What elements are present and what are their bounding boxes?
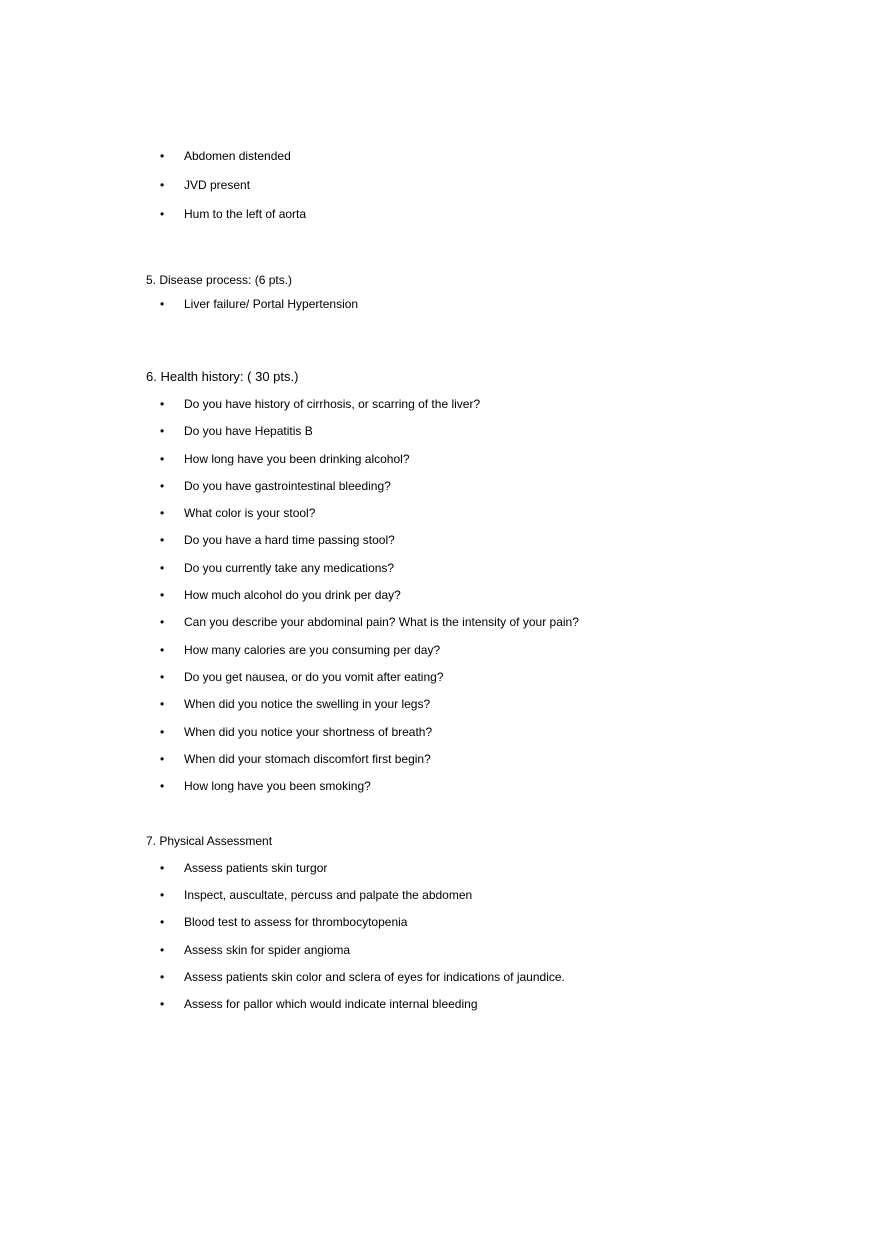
physical-assessment-list	[160, 861, 565, 1011]
bullet-icon: •	[160, 724, 165, 739]
list-item	[160, 861, 565, 875]
bullet-icon: •	[160, 969, 165, 984]
list-item-text: Assess patients skin turgor	[184, 861, 328, 875]
list-item-text: When did your stomach discomfort first begin?	[184, 751, 431, 766]
list-item-text: How long have you been smoking?	[184, 779, 371, 794]
list-item	[160, 670, 579, 684]
list-item	[160, 588, 579, 602]
bullet-icon: •	[160, 506, 165, 521]
list-item-text: When did you notice your shortness of breath?	[184, 724, 433, 739]
list-item	[160, 943, 565, 957]
list-item	[160, 452, 579, 466]
bullet-icon: •	[160, 861, 165, 875]
bullet-icon: •	[160, 451, 165, 466]
list-item-text: Abdomen distended	[184, 149, 291, 163]
bullet-icon: •	[160, 207, 165, 221]
list-item	[160, 697, 579, 711]
list-item	[160, 297, 358, 311]
section-heading-disease-process: 5. Disease process: (6 pts.)	[146, 273, 293, 287]
bullet-icon: •	[160, 642, 165, 657]
list-item-text: Do you currently take any medications?	[184, 560, 395, 575]
list-item-text: Can you describe your abdominal pain? What is the intensity of your pain?	[184, 615, 579, 630]
list-item-text: Do you have a hard time passing stool?	[184, 533, 395, 548]
list-item	[160, 424, 579, 438]
bullet-icon: •	[160, 888, 165, 903]
bullet-icon: •	[160, 478, 165, 493]
list-item	[160, 615, 579, 629]
list-item	[160, 149, 306, 163]
bullet-icon: •	[160, 560, 165, 575]
list-item	[160, 915, 565, 929]
health-history-list	[160, 397, 579, 793]
list-item-text: What color is your stool?	[184, 506, 316, 521]
list-item-text: When did you notice the swelling in your legs?	[184, 697, 431, 712]
list-item-text: How long have you been drinking alcohol?	[184, 451, 410, 466]
list-item	[160, 779, 579, 793]
bullet-icon: •	[160, 297, 165, 311]
list-item	[160, 397, 579, 411]
findings-list	[160, 149, 306, 221]
bullet-icon: •	[160, 397, 165, 411]
list-item	[160, 561, 579, 575]
list-item-text: How much alcohol do you drink per day?	[184, 588, 401, 603]
bullet-icon: •	[160, 588, 165, 603]
list-item-text: Hum to the left of aorta	[184, 207, 307, 221]
list-item-text: Do you get nausea, or do you vomit after eating?	[184, 669, 444, 684]
list-item-text: Inspect, auscultate, percuss and palpate the abdomen	[184, 888, 473, 903]
bullet-icon: •	[160, 178, 165, 192]
list-item-text: Blood test to assess for thrombocytopenia	[184, 915, 408, 930]
list-item	[160, 506, 579, 520]
list-item-text: Liver failure/ Portal Hypertension	[184, 297, 359, 311]
list-item-text: Assess skin for spider angioma	[184, 942, 351, 957]
list-item-text: Do you have gastrointestinal bleeding?	[184, 478, 391, 493]
bullet-icon: •	[160, 942, 165, 957]
list-item	[160, 178, 306, 192]
bullet-icon: •	[160, 779, 165, 794]
list-item-text: How many calories are you consuming per day?	[184, 642, 441, 657]
list-item-text: Do you have history of cirrhosis, or scarring of the liver?	[184, 397, 481, 411]
bullet-icon: •	[160, 533, 165, 548]
list-item	[160, 533, 579, 547]
list-item	[160, 888, 565, 902]
list-item-text: Assess patients skin color and sclera of eyes for indications of jaundice.	[184, 969, 565, 984]
bullet-icon: •	[160, 996, 165, 1011]
bullet-icon: •	[160, 615, 165, 630]
bullet-icon: •	[160, 915, 165, 930]
list-item	[160, 207, 306, 221]
list-item-text: Do you have Hepatitis B	[184, 424, 313, 439]
disease-process-list	[160, 297, 358, 311]
bullet-icon: •	[160, 149, 165, 163]
list-item	[160, 752, 579, 766]
section-heading-health-history: 6. Health history: ( 30 pts.)	[146, 369, 299, 384]
list-item	[160, 479, 579, 493]
bullet-icon: •	[160, 751, 165, 766]
list-item	[160, 725, 579, 739]
bullet-icon: •	[160, 669, 165, 684]
section-heading-physical-assessment: 7. Physical Assessment	[146, 834, 273, 848]
bullet-icon: •	[160, 424, 165, 439]
list-item	[160, 970, 565, 984]
list-item-text: Assess for pallor which would indicate internal bleeding	[184, 996, 478, 1011]
list-item	[160, 997, 565, 1011]
list-item	[160, 643, 579, 657]
bullet-icon: •	[160, 697, 165, 712]
list-item-text: JVD present	[184, 178, 251, 192]
